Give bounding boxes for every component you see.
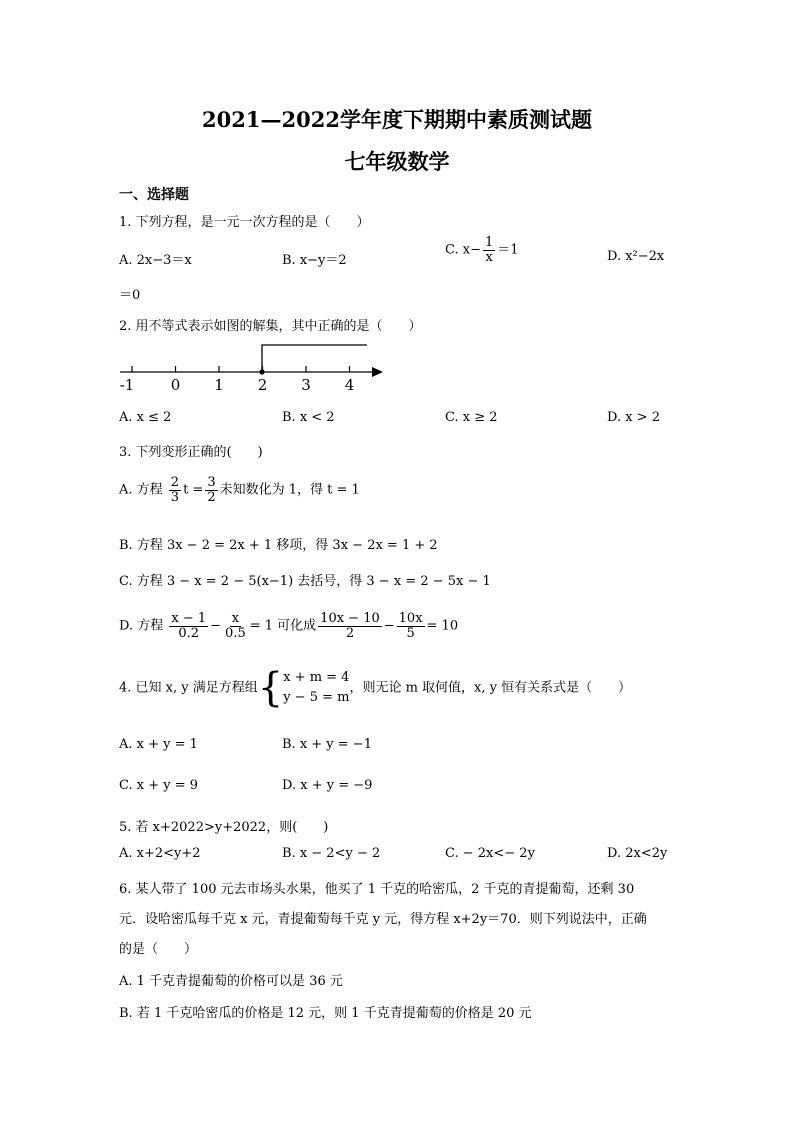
page-title: 2021—2022学年度下期期中素质测试题	[202, 107, 592, 132]
numerator: 1	[484, 235, 494, 250]
question-5-stem: 5. 若 x+2022>y+2022，则( )	[119, 820, 329, 835]
stem-text: 4. 已知 x, y 满足方程组	[119, 680, 258, 696]
question-1-option-a: A. 2x−3＝x	[119, 253, 192, 268]
option-text: = 10	[426, 618, 459, 634]
question-4-option-d: D. x + y = −9	[282, 778, 373, 793]
numerator: 10x	[398, 611, 423, 626]
question-6-line-1: 6. 某人带了 100 元去市场头水果，他买了 1 千克的哈密瓜，2 千克的青提葡萄，还剩 30	[119, 882, 635, 897]
equation-2: y − 5 = m	[283, 690, 350, 705]
fraction	[397, 612, 425, 640]
question-1-option-d-wrap: ＝0	[119, 288, 141, 303]
denominator: 0.5	[225, 625, 246, 641]
numerator: 2	[170, 475, 180, 490]
question-2-option-d: D. x > 2	[607, 410, 660, 425]
numerator: x	[231, 611, 240, 626]
numerator: 10x − 10	[320, 611, 380, 626]
number-line-tick-label: 0	[170, 376, 181, 394]
fraction	[169, 612, 208, 640]
question-3-option-d	[119, 612, 458, 640]
question-3-option-a	[119, 476, 360, 504]
denominator: 2	[345, 625, 355, 641]
question-5-option-a: A. x+2<y+2	[119, 846, 201, 861]
number-line	[115, 338, 390, 398]
option-text: D. 方程	[119, 618, 164, 634]
number-line-tick-label: 2	[257, 376, 268, 394]
denominator: 5	[406, 625, 415, 641]
question-3-option-b: B. 方程 3x − 2 = 2x + 1 移项，得 3x − 2x = 1 + 2	[119, 538, 438, 553]
option-c-prefix: C. x−	[445, 242, 481, 258]
option-text: 未知数化为 1，得 t = 1	[219, 482, 360, 498]
stem-text: ，则无论 m 取何值，x, y 恒有关系式是（ ）	[349, 680, 632, 696]
question-2-stem: 2. 用不等式表示如图的解集，其中正确的是（ ）	[119, 319, 422, 334]
fraction	[223, 612, 248, 640]
denominator: 2	[207, 489, 216, 505]
question-5-option-c: C. − 2x<− 2y	[445, 846, 535, 861]
solution-bracket	[262, 345, 367, 372]
brace-icon: {	[257, 665, 284, 711]
number-line-tick-label: 3	[301, 376, 311, 394]
question-6-option-b: B. 若 1 千克哈密瓜的价格是 12 元，则 1 千克青提葡萄的价格是 20 元	[119, 1006, 532, 1021]
fraction	[483, 236, 495, 264]
denominator: x	[485, 249, 493, 265]
denominator: 3	[170, 489, 180, 505]
question-1-stem: 1. 下列方程，是一元一次方程的是（ ）	[119, 215, 370, 230]
question-5-option-d: D. 2x<2y	[607, 846, 668, 861]
question-4-option-a: A. x + y = 1	[119, 737, 198, 752]
option-c-suffix: ＝1	[497, 242, 519, 258]
numerator: x − 1	[171, 611, 207, 626]
number-line-tick-label: 4	[344, 376, 355, 394]
question-6-line-2: 元．设哈密瓜每千克 x 元，青提葡萄每千克 y 元，得方程 x+2y＝70．则下列说法中，正确	[119, 912, 647, 927]
fraction	[318, 612, 382, 640]
equation-system	[283, 668, 349, 708]
question-5-option-b: B. x − 2<y − 2	[282, 846, 381, 861]
question-1-option-d: D. x²−2x	[607, 249, 665, 264]
question-3-stem: 3. 下列变形正确的( )	[119, 445, 263, 460]
question-6-line-3: 的是（ ）	[119, 942, 198, 957]
section-heading: 一、选择题	[119, 187, 189, 203]
question-1-option-c	[445, 236, 519, 264]
number-line-tick-label: -1	[119, 376, 135, 394]
question-2-option-c: C. x ≥ 2	[445, 410, 498, 425]
option-text: = 1 可化成	[249, 618, 317, 634]
fraction	[169, 476, 181, 504]
question-3-option-c: C. 方程 3 − x = 2 − 5(x−1) 去括号，得 3 − x = 2 − 5x − 1	[119, 574, 491, 589]
numerator: 3	[207, 475, 216, 490]
question-4-option-b: B. x + y = −1	[282, 737, 372, 752]
option-text: t =	[183, 482, 204, 498]
equation-1: x + m = 4	[283, 670, 350, 685]
fraction	[205, 476, 217, 504]
page-subtitle: 七年级数学	[344, 149, 450, 174]
number-line-arrow-icon	[372, 367, 383, 377]
number-line-tick-label: 1	[214, 376, 224, 394]
option-text: A. 方程	[119, 482, 163, 498]
question-4-option-c: C. x + y = 9	[119, 778, 199, 793]
question-6-option-a: A. 1 千克青提葡萄的价格可以是 36 元	[119, 974, 343, 989]
question-2-option-a: A. x ≤ 2	[119, 410, 172, 425]
question-2-option-b: B. x < 2	[282, 410, 335, 425]
question-1-option-b: B. x−y＝2	[282, 253, 347, 268]
denominator: 0.2	[178, 625, 200, 641]
question-4-stem	[119, 665, 632, 711]
option-text: −	[210, 618, 222, 634]
option-text: −	[383, 618, 395, 634]
